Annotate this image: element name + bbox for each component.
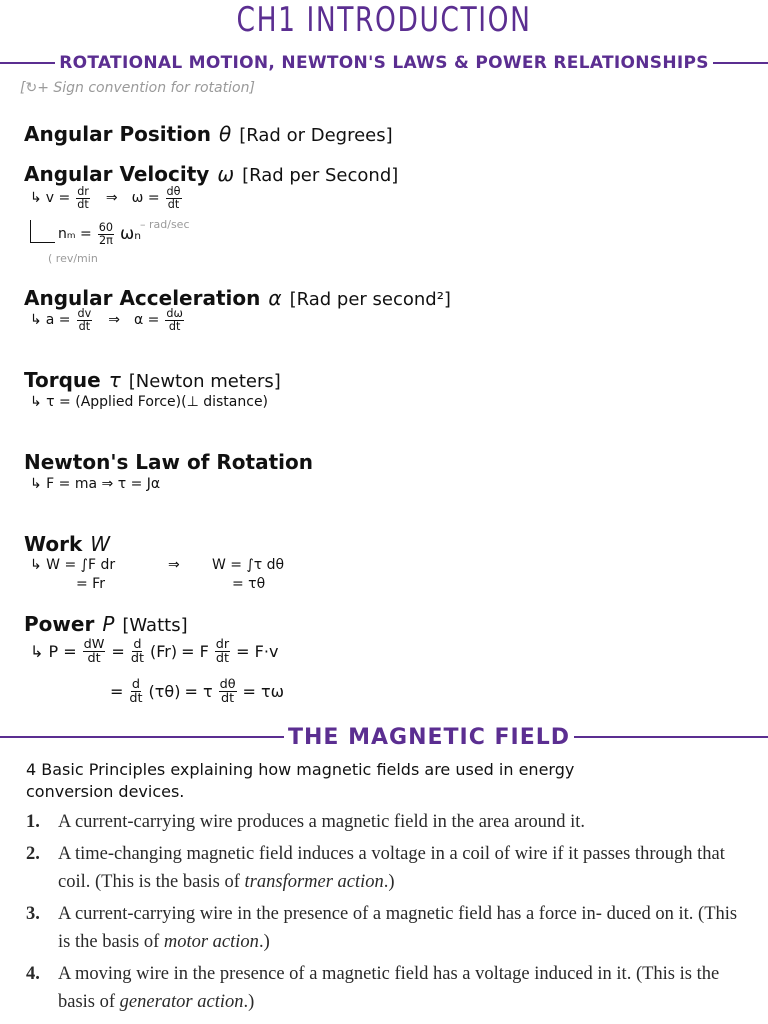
denominator: dt (78, 319, 91, 333)
item-text-body: A current-carrying wire produces a magnetic field in the area around it. (58, 812, 586, 832)
newton-law-heading: Newton's Law of Rotation (24, 450, 313, 474)
work-heading (24, 532, 110, 556)
denominator: dt (129, 691, 143, 707)
eq-part: a = (45, 312, 71, 329)
eq-part: = F·v (236, 642, 279, 662)
torque-equation: ↳ τ = (Applied Force)(⊥ distance) (30, 394, 269, 410)
eq-part: ω = (131, 190, 160, 207)
fraction (98, 222, 114, 247)
alpha-symbol: α (268, 286, 282, 310)
eq-part: (Fr) (149, 642, 178, 662)
eq-part: α = (133, 312, 160, 329)
implies-arrow: ⇒ (168, 557, 180, 573)
work-equation-rotational-result: = τθ (232, 576, 266, 592)
item-text-emphasis: generator action (119, 992, 244, 1012)
theta-symbol: θ (219, 122, 232, 146)
eq-part: = τ (184, 682, 213, 702)
eq-part: ωₙ (120, 224, 142, 245)
divider-left (0, 736, 284, 738)
newton-law-equation: ↳ F = ma ⇒ τ = Jα (30, 476, 161, 492)
power-symbol: P (102, 612, 115, 636)
denominator: dt (87, 651, 101, 667)
arrow-icon: ↳ (30, 190, 42, 207)
heading-label: Angular Acceleration (24, 286, 261, 310)
section-title-rotational: ROTATIONAL MOTION, NEWTON'S LAWS & POWER RELATIONSHIPS (59, 53, 709, 73)
power-equation-rotational (110, 678, 284, 706)
heading-label: Work (24, 532, 83, 556)
implies-arrow: ⇒ (108, 312, 120, 329)
branch-arrow-icon (30, 220, 55, 243)
divider-left (0, 62, 55, 64)
item-text-body: A time-changing magnetic field induces a voltage in a coil of wire if it passes through that coil. (This is the basis of (58, 844, 725, 892)
list-item (26, 808, 746, 836)
item-text-tail: .) (243, 992, 255, 1012)
denominator: 2π (98, 233, 113, 247)
denominator: dt (77, 197, 89, 211)
list-item (26, 960, 746, 1016)
item-text-body: A current-carrying wire in the presence of a magnetic field has a force in- duced on it. (This is the basis of (58, 904, 738, 952)
fraction (76, 186, 90, 211)
fraction (131, 638, 144, 666)
fraction (165, 308, 183, 333)
fraction (215, 638, 230, 666)
angular-acceleration-equation (30, 308, 186, 333)
work-equation-linear-result: = Fr (76, 576, 105, 592)
item-text-tail: .) (383, 872, 395, 892)
arrow-icon: ↳ (30, 312, 42, 329)
unit-label: [Rad per second²] (289, 289, 451, 310)
power-heading (24, 612, 188, 636)
angular-velocity-equation (30, 186, 184, 211)
denominator: dt (220, 691, 235, 707)
numerator: d (133, 637, 142, 652)
tau-symbol: τ (108, 368, 121, 392)
item-number: 4. (26, 964, 40, 984)
work-equation-rotational: W = ∫τ dθ (212, 557, 285, 573)
fraction (83, 638, 106, 666)
numerator: dW (83, 637, 105, 652)
numerator: dr (77, 185, 89, 198)
item-text (58, 840, 746, 896)
eq-part: = τω (242, 682, 285, 702)
item-text (58, 960, 746, 1016)
eq-part: = F (181, 642, 209, 662)
item-text-emphasis: transformer action (244, 872, 384, 892)
denominator: dt (215, 651, 230, 667)
item-text-tail: .) (258, 932, 270, 952)
fraction (77, 308, 93, 333)
page-title: CH1 INTRODUCTION (236, 0, 532, 40)
angular-position-heading (24, 122, 393, 146)
implies-arrow: ⇒ (105, 190, 118, 207)
numerator: dω (166, 307, 183, 320)
unit-label: [Newton meters] (128, 371, 281, 392)
numerator: dθ (219, 677, 236, 692)
heading-label: Angular Velocity (24, 162, 210, 186)
eq-part: v = (45, 190, 71, 207)
item-text (58, 900, 746, 956)
power-equation-linear (30, 638, 278, 666)
fraction (219, 678, 237, 706)
item-number: 1. (26, 812, 40, 832)
item-number: 2. (26, 844, 40, 864)
denominator: dt (167, 197, 180, 211)
item-number: 3. (26, 904, 40, 924)
eq-part: = (110, 682, 124, 702)
principles-list (26, 808, 746, 1020)
numerator: d (131, 677, 141, 692)
numerator: dr (215, 637, 230, 652)
section-banner-rotational (0, 48, 768, 78)
heading-label: Power (24, 612, 95, 636)
fraction (166, 186, 182, 211)
divider-right (713, 62, 768, 64)
speed-conversion-equation (58, 222, 141, 247)
eq-part: nₘ = (58, 226, 92, 243)
item-text (58, 808, 585, 836)
section-title-magnetic: THE MAGNETIC FIELD (288, 724, 571, 750)
item-text-body: A moving wire in the presence of a magnetic field has a voltage induced in it. (This is the basis of (58, 964, 720, 1012)
numerator: 60 (98, 221, 114, 234)
fraction (129, 678, 142, 706)
unit-label: [Rad or Degrees] (239, 125, 393, 146)
numerator: dθ (166, 185, 181, 198)
item-text-emphasis: motor action (163, 932, 259, 952)
angular-velocity-heading (24, 162, 398, 186)
sign-convention-note: [↻+ Sign convention for rotation] (20, 80, 255, 96)
work-equation-linear: ↳ W = ∫F dr (30, 557, 116, 573)
eq-part: (τθ) (148, 682, 181, 702)
work-symbol: W (90, 532, 111, 556)
heading-label: Torque (24, 368, 101, 392)
rad-sec-annotation: – rad/sec (140, 218, 190, 231)
unit-label: [Watts] (122, 615, 188, 636)
principles-intro-line-1: 4 Basic Principles explaining how magnetic fields are used in energy (26, 760, 575, 779)
section-banner-magnetic (0, 722, 768, 752)
list-item (26, 900, 746, 956)
eq-part: ↳ P = (30, 642, 77, 662)
list-item (26, 840, 746, 896)
torque-heading (24, 368, 281, 392)
numerator: dv (77, 307, 92, 320)
principles-intro-line-2: conversion devices. (26, 782, 185, 801)
heading-label: Angular Position (24, 122, 212, 146)
omega-symbol: ω (217, 162, 235, 186)
unit-label: [Rad per Second] (242, 165, 399, 186)
denominator: dt (168, 319, 181, 333)
divider-right (574, 736, 768, 738)
denominator: dt (130, 651, 144, 667)
eq-part: = (111, 642, 125, 662)
rev-min-annotation: ( rev/min (48, 252, 98, 265)
